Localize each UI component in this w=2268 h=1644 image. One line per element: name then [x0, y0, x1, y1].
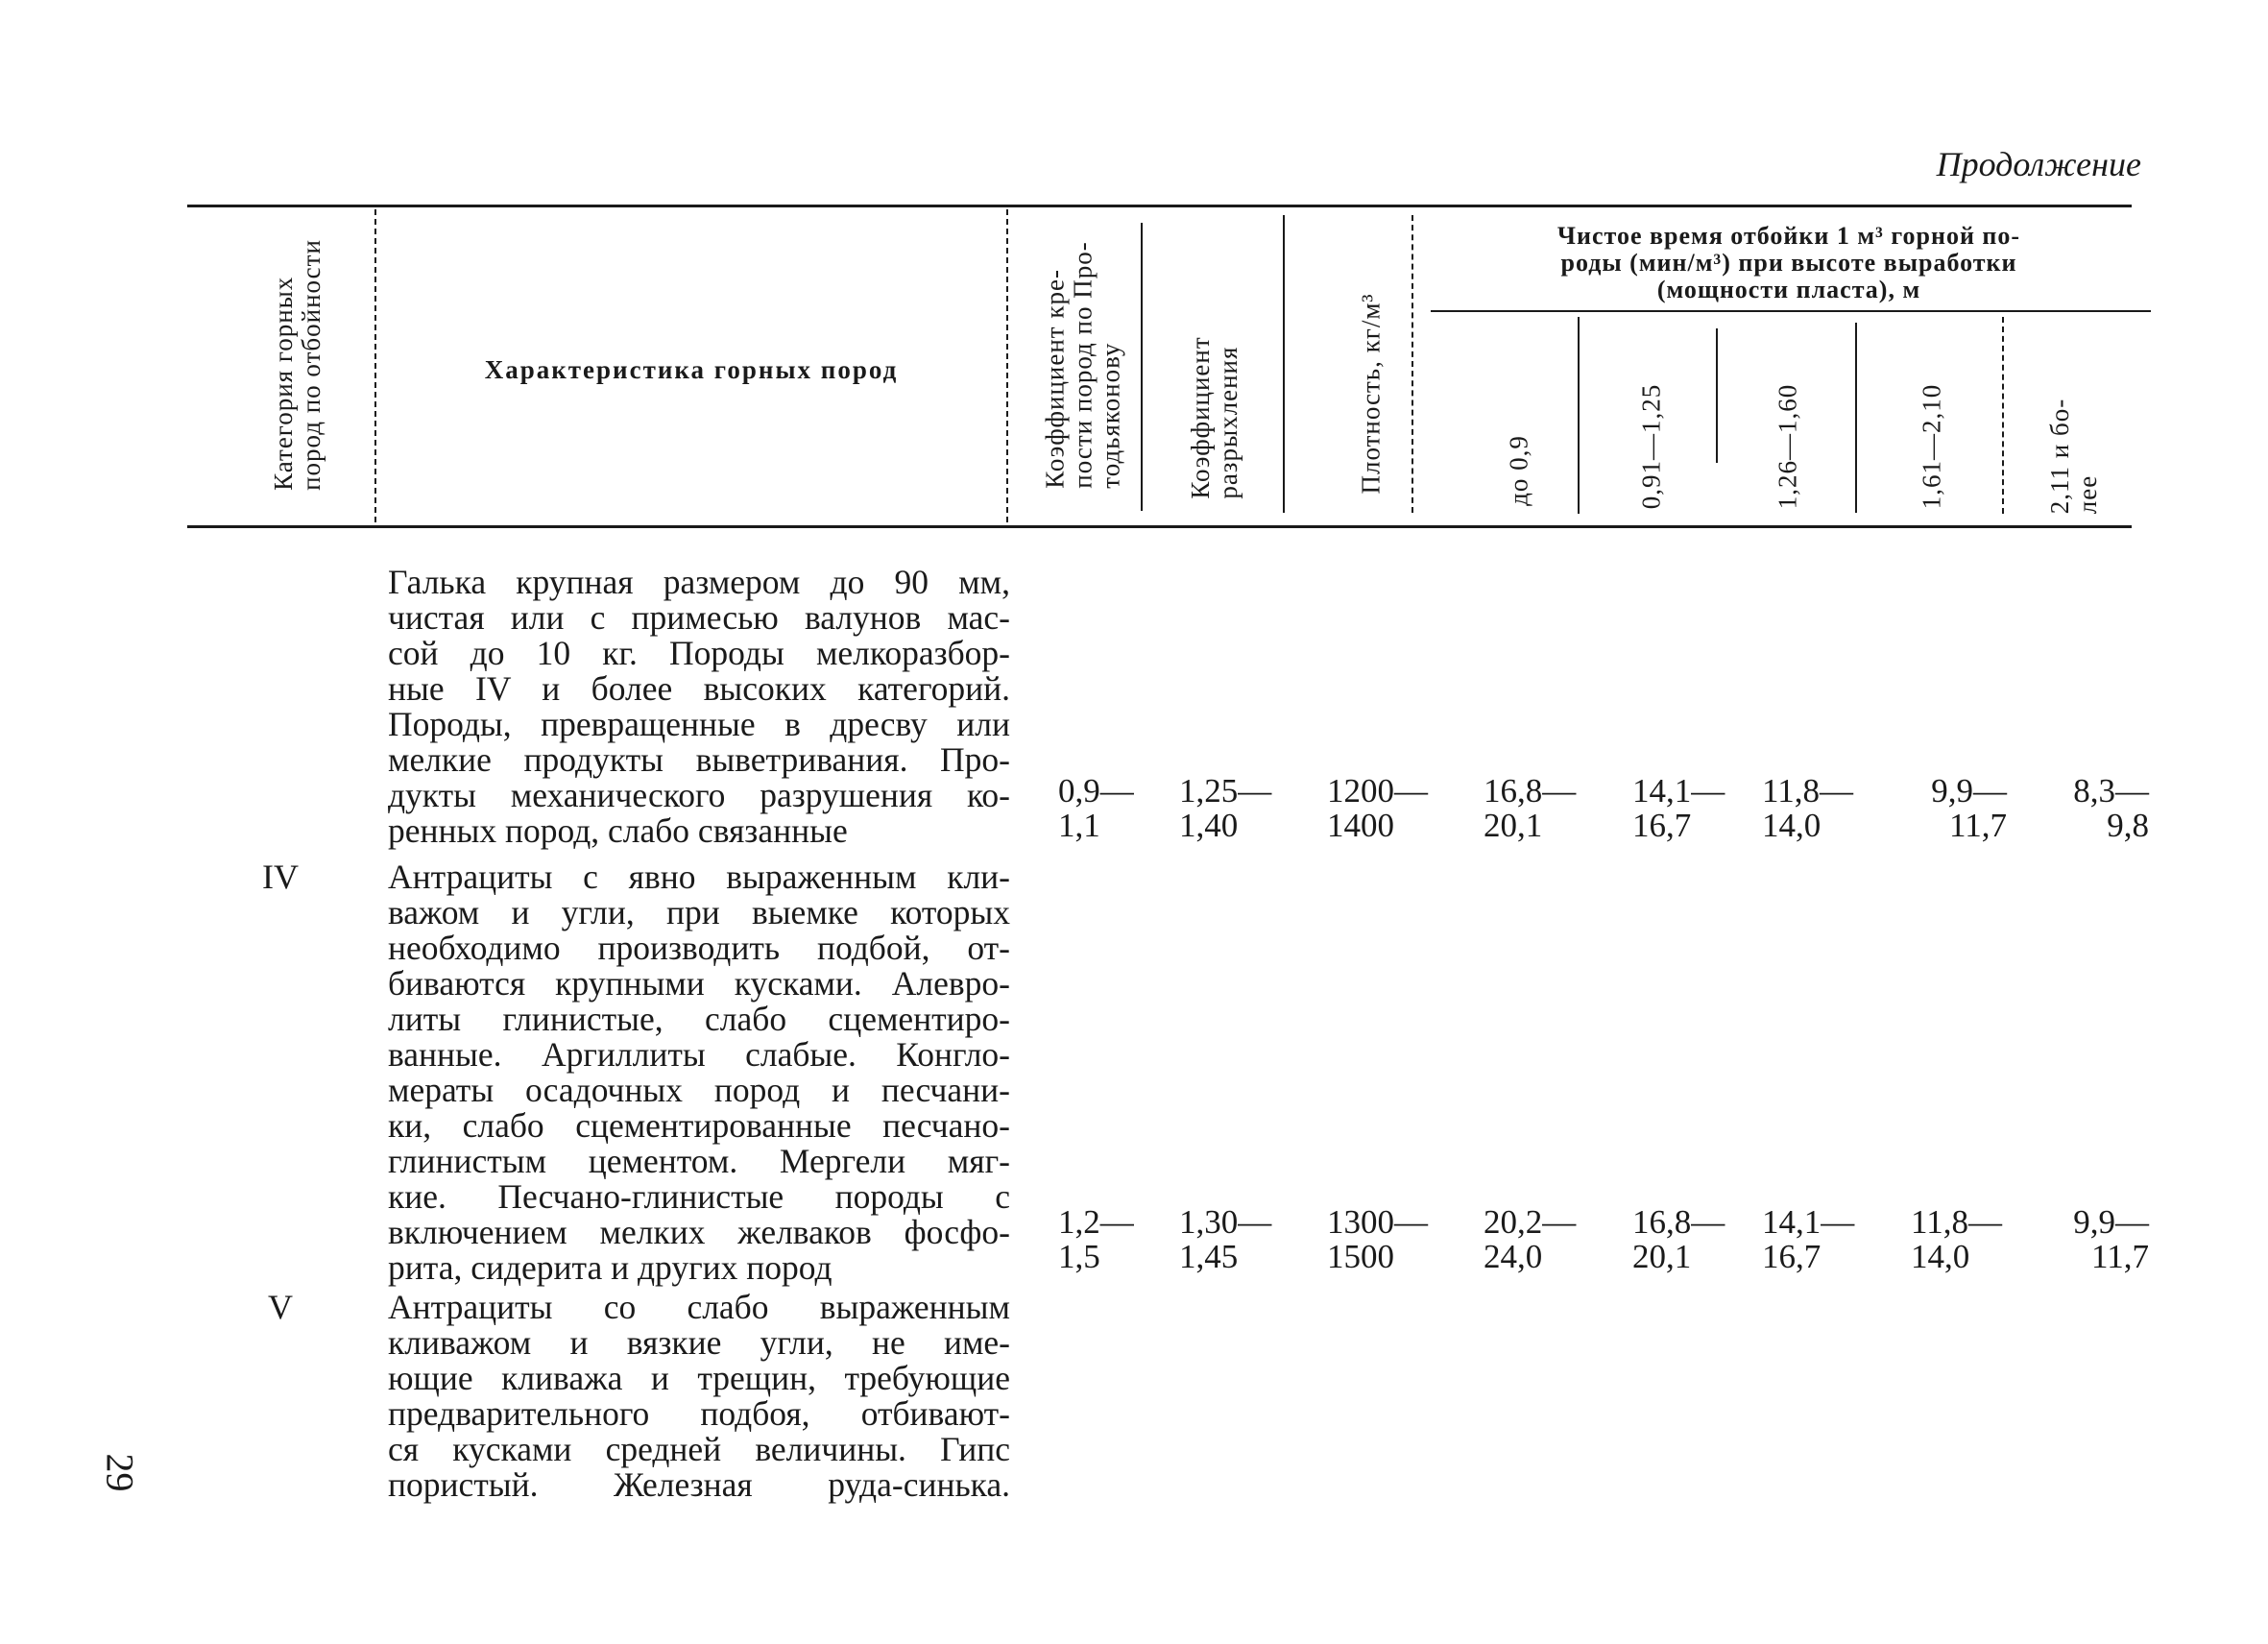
divider-category [374, 209, 376, 522]
row1-time-2 [1632, 774, 1725, 843]
header-height-4-text: 1,61—2,10 [1917, 383, 1946, 510]
row2-time-2 [1632, 1205, 1725, 1274]
divider-h3 [1855, 323, 1857, 513]
row2-desc-line: кие. Песчано-глинистые породы с [388, 1177, 1010, 1216]
row2-description [388, 859, 1010, 1286]
row1-time-5-to: 9,8 [2107, 807, 2149, 844]
row2-time-3-from: 14,1— [1762, 1203, 1855, 1241]
row3-category: V [268, 1288, 293, 1326]
row3-description [388, 1290, 1010, 1503]
row1-desc-line: сой до 10 кг. Породы мелкоразбор- [388, 634, 1010, 672]
continuation-label: Продолжение [1936, 145, 2141, 183]
row2-category: IV [262, 858, 299, 896]
row3-desc-line: Антрациты со слабо выраженным [388, 1288, 1010, 1326]
row2-time-2-from: 16,8— [1632, 1203, 1725, 1241]
row1-time-4-to: 11,7 [1949, 807, 2007, 844]
divider-h2 [1716, 328, 1718, 463]
row1-desc-line: дукты механического разрушения ко- [388, 776, 1010, 814]
row2-desc-line: ки, слабо сцементированные песчано- [388, 1106, 1010, 1145]
header-height-4 [1918, 384, 1946, 510]
row2-strength-to: 1,5 [1058, 1238, 1100, 1275]
row2-loosening-from: 1,30— [1179, 1203, 1272, 1241]
row2-strength-from: 1,2— [1058, 1203, 1134, 1241]
divider-loosening [1283, 215, 1285, 513]
header-strength [1042, 241, 1125, 488]
row1-time-4 [1911, 774, 2007, 843]
row1-strength [1058, 774, 1134, 843]
row2-density [1327, 1205, 1428, 1274]
row3-desc-line: пористый. Железная руда-синька. [388, 1465, 1010, 1504]
row1-time-1-from: 16,8— [1484, 772, 1577, 810]
row2-desc-line: рита, сидерита и других пород [388, 1248, 832, 1287]
header-time-title [1419, 223, 2159, 303]
header-height-3-text: 1,26—1,60 [1773, 383, 1802, 510]
row2-time-4 [1911, 1205, 2002, 1274]
page-number: 29 [98, 1453, 142, 1492]
row3-desc-line: предварительного подбоя, отбивают- [388, 1394, 1010, 1433]
header-height-5 [2046, 399, 2102, 514]
row2-desc-line: необходимо производить подбой, от- [388, 929, 1010, 967]
row2-desc-line: биваются крупными кусками. Алевро- [388, 964, 1010, 1003]
row1-strength-to: 1,1 [1058, 807, 1100, 844]
header-loosening-line1: Коэффициент [1186, 336, 1215, 499]
row2-loosening [1179, 1205, 1271, 1274]
row1-desc-line: Галька крупная размером до 90 мм, [388, 563, 1010, 601]
header-height-1-text: до 0,9 [1504, 435, 1533, 506]
header-loosening-line2: разрыхления [1214, 346, 1243, 499]
header-height-2-text: 0,91—1,25 [1636, 383, 1666, 510]
row2-time-4-to: 14,0 [1911, 1238, 1970, 1275]
row3-desc-line: ся кусками средней величины. Гипс [388, 1430, 1010, 1468]
row2-time-1-to: 24,0 [1484, 1238, 1543, 1275]
header-strength-line2: пости пород по Про- [1068, 241, 1098, 489]
table-header-bottom-rule [187, 525, 2132, 528]
header-density [1358, 293, 1386, 494]
row1-desc-line: ренных пород, слабо связанные [388, 811, 848, 850]
row2-time-1 [1484, 1205, 1576, 1274]
row2-time-5-from: 9,9— [2073, 1203, 2149, 1241]
row1-time-2-to: 16,7 [1632, 807, 1692, 844]
divider-h4 [2002, 317, 2004, 514]
header-category [270, 239, 326, 491]
row1-time-3-to: 14,0 [1762, 807, 1822, 844]
row1-desc-line: чистая или с примесью валунов мас- [388, 598, 1010, 637]
row2-time-5 [2053, 1205, 2149, 1274]
row1-time-5 [2063, 774, 2149, 843]
header-characteristic: Характеристика горных пород [484, 355, 899, 384]
row1-density [1327, 774, 1428, 843]
row2-time-5-to: 11,7 [2091, 1238, 2149, 1275]
divider-characteristic [1006, 209, 1008, 522]
row1-density-to: 1400 [1327, 807, 1394, 844]
header-height-2 [1638, 384, 1666, 510]
divider-h1 [1578, 317, 1580, 514]
row2-desc-line: глинистым цементом. Мергели мяг- [388, 1142, 1010, 1180]
header-time-line1: Чистое время отбойки 1 м³ горной по- [1556, 222, 2021, 250]
header-height-5-line2: лее [2073, 474, 2102, 515]
row2-time-1-from: 20,2— [1484, 1203, 1577, 1241]
row2-strength [1058, 1205, 1134, 1274]
row1-time-1-to: 20,1 [1484, 807, 1543, 844]
row2-loosening-to: 1,45 [1179, 1238, 1239, 1275]
row2-time-3-to: 16,7 [1762, 1238, 1822, 1275]
row2-time-3 [1762, 1205, 1854, 1274]
row2-density-to: 1500 [1327, 1238, 1394, 1275]
row1-loosening [1179, 774, 1271, 843]
header-loosening [1187, 336, 1243, 498]
header-height-1 [1506, 435, 1533, 506]
row1-time-4-from: 9,9— [1931, 772, 2007, 810]
row1-time-3 [1762, 774, 1853, 843]
header-time-line2: роды (мин/м³) при высоте выработки [1560, 249, 2017, 277]
divider-density [1411, 215, 1413, 513]
row1-loosening-from: 1,25— [1179, 772, 1272, 810]
header-strength-line1: Коэффициент кре- [1040, 269, 1070, 489]
row2-density-from: 1300— [1327, 1203, 1428, 1241]
row2-desc-line: мераты осадочных пород и песчани- [388, 1071, 1010, 1109]
header-category-line1: Категория горных [269, 276, 298, 491]
time-subheader-rule [1431, 310, 2151, 312]
row2-time-4-from: 11,8— [1911, 1203, 2002, 1241]
row1-density-from: 1200— [1327, 772, 1428, 810]
row3-desc-line: кливажом и вязкие угли, не име- [388, 1323, 1010, 1362]
row1-desc-line: ные IV и более высоких категорий. [388, 669, 1010, 708]
row1-desc-line: Породы, превращенные в дресву или [388, 705, 1010, 743]
row2-time-2-to: 20,1 [1632, 1238, 1692, 1275]
row1-time-5-from: 8,3— [2073, 772, 2149, 810]
header-time-line3: (мощности пласта), м [1656, 276, 1921, 303]
row3-desc-line: ющие кливажа и трещин, требующие [388, 1359, 1010, 1397]
header-category-line2: пород по отбойности [297, 239, 326, 491]
header-density-text: Плотность, кг/м³ [1356, 293, 1386, 495]
header-strength-line3: тодьяконову [1096, 342, 1125, 489]
row2-desc-line: важом и угли, при выемке которых [388, 893, 1010, 931]
row1-desc-line: мелкие продукты выветривания. Про- [388, 740, 1010, 779]
row2-desc-line: включением мелких желваков фосфо- [388, 1213, 1010, 1251]
row2-desc-line: ванные. Аргиллиты слабые. Конгло- [388, 1035, 1010, 1074]
header-height-5-line1: 2,11 и бо- [2045, 398, 2074, 515]
row2-desc-line: литы глинистые, слабо сцементиро- [388, 1000, 1010, 1038]
table-top-rule [187, 205, 2132, 207]
row1-time-1 [1484, 774, 1576, 843]
header-height-3 [1774, 384, 1802, 510]
row1-loosening-to: 1,40 [1179, 807, 1239, 844]
row1-time-3-from: 11,8— [1762, 772, 1853, 810]
row2-desc-line: Антрациты с явно выраженным кли- [388, 858, 1010, 896]
row1-strength-from: 0,9— [1058, 772, 1134, 810]
row1-description [388, 565, 1010, 849]
row1-time-2-from: 14,1— [1632, 772, 1725, 810]
divider-strength [1141, 223, 1143, 511]
